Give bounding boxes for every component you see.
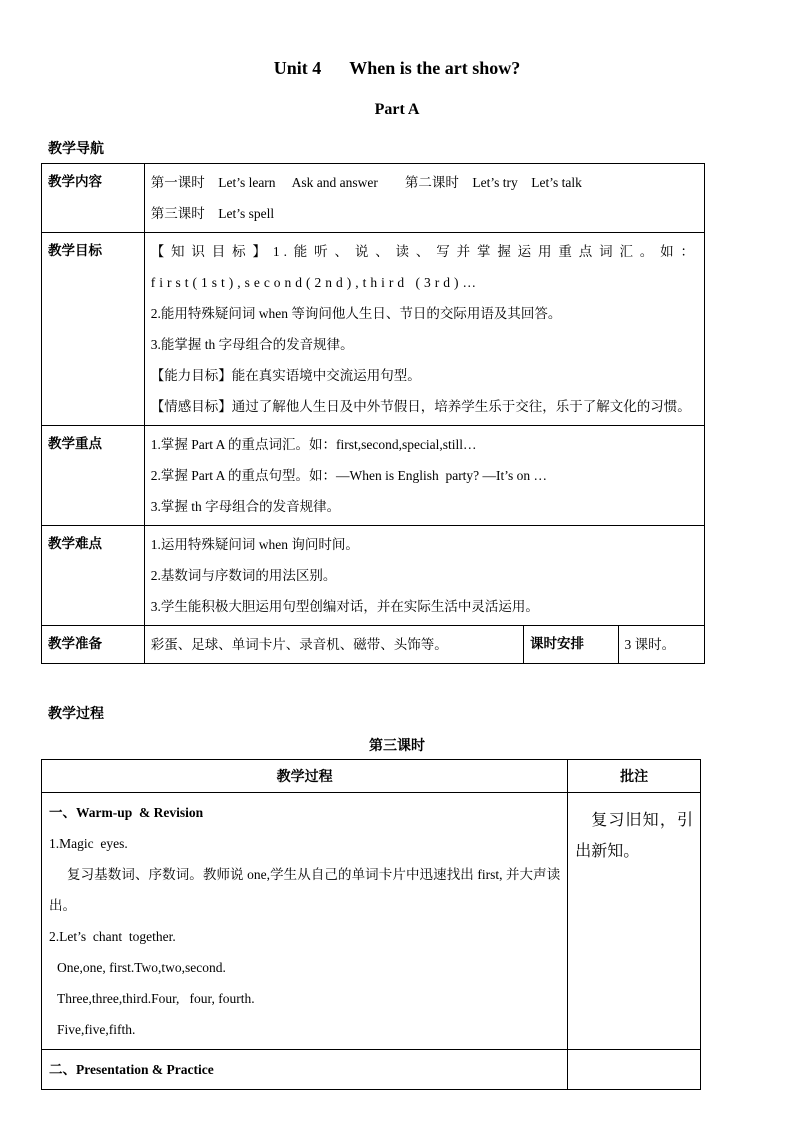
chant-line: Three,three,third.Four, four, fourth. [57, 991, 255, 1006]
table-header-row [42, 760, 701, 793]
chant-line: Five,five,fifth. [57, 1022, 136, 1037]
difficult-line: 2.基数词与序数词的用法区别。 [150, 568, 337, 583]
key-line: 2.掌握 Part A 的重点句型。如：—When is English party? —It’s on … [150, 468, 548, 483]
content-line: 第三课时 Let’s spell [150, 206, 275, 221]
column-header-process: 教学过程 [42, 760, 568, 793]
difficult-line: 3.学生能积极大胆运用句型创编对话，并在实际生活中灵活运用。 [150, 599, 539, 614]
content-cell [144, 164, 704, 233]
table-row [42, 626, 705, 664]
goals-line: 【知识目标】1.能听、说、读、写并掌握运用重点词汇。如：first(1st),second(2nd),third (3rd)… [150, 244, 698, 290]
note-text: 复习旧知，引出新知。 [575, 812, 693, 860]
row-head-prep: 教学准备 [42, 626, 145, 664]
schedule-head: 课时安排 [523, 626, 618, 664]
table-row [42, 526, 705, 626]
table-row [42, 233, 705, 426]
column-header-notes: 批注 [568, 760, 701, 793]
presentation-cell [42, 1050, 568, 1090]
nav-section-label: 教学导航 [48, 141, 104, 157]
title-unit: Unit 4 [273, 58, 322, 78]
difficult-line: 1.运用特殊疑问词 when 询问时间。 [150, 537, 359, 552]
table-row [42, 793, 701, 1050]
row-head-goals: 教学目标 [42, 233, 145, 426]
document-title [0, 58, 794, 79]
key-cell [144, 426, 704, 526]
row-head-content: 教学内容 [42, 164, 145, 233]
table-row [42, 164, 705, 233]
chant-line: One,one, first.Two,two,second. [57, 960, 226, 975]
difficult-cell [144, 526, 704, 626]
key-line: 1.掌握 Part A 的重点词汇。如：first,second,special,still… [150, 437, 477, 452]
teaching-process-table [41, 759, 701, 1090]
lesson-label: 第三课时 [369, 738, 425, 754]
warmup-item: 2.Let’s chant together. [49, 929, 176, 944]
table-row [42, 426, 705, 526]
goals-line: 3.能掌握 th 字母组合的发音规律。 [150, 337, 354, 352]
schedule-value: 3 课时。 [618, 626, 704, 664]
goals-line: 【情感目标】通过了解他人生日及中外节假日，培养学生乐于交往，乐于了解文化的习惯。 [150, 399, 691, 414]
presentation-note [568, 1050, 701, 1090]
prep-cell: 彩蛋、足球、单词卡片、录音机、磁带、头饰等。 [144, 626, 523, 664]
goals-cell [144, 233, 704, 426]
row-head-difficult: 教学难点 [42, 526, 145, 626]
key-line: 3.掌握 th 字母组合的发音规律。 [150, 499, 341, 514]
goals-line: 【能力目标】能在真实语境中交流运用句型。 [150, 368, 421, 383]
warmup-heading: 一、Warm-up & Revision [49, 805, 204, 820]
content-line: 第一课时 Let’s learn Ask and answer 第二课时 Let’s try Let’s talk [150, 175, 582, 190]
document-subtitle: Part A [374, 101, 420, 118]
presentation-heading: 二、Presentation & Practice [49, 1062, 214, 1077]
goals-line: 2.能用特殊疑问词 when 等询问他人生日、节日的交际用语及其回答。 [150, 306, 562, 321]
warmup-item: 1.Magic eyes. [49, 836, 128, 851]
table-row [42, 1050, 701, 1090]
process-section-label: 教学过程 [48, 706, 104, 722]
warmup-note [568, 793, 701, 1050]
title-main: When is the art show? [349, 58, 521, 78]
warmup-cell [42, 793, 568, 1050]
teaching-nav-table [41, 163, 705, 664]
warmup-item-desc: 复习基数词、序数词。教师说 one,学生从自己的单词卡片中迅速找出 first, 并大声读出。 [49, 867, 561, 913]
row-head-key: 教学重点 [42, 426, 145, 526]
